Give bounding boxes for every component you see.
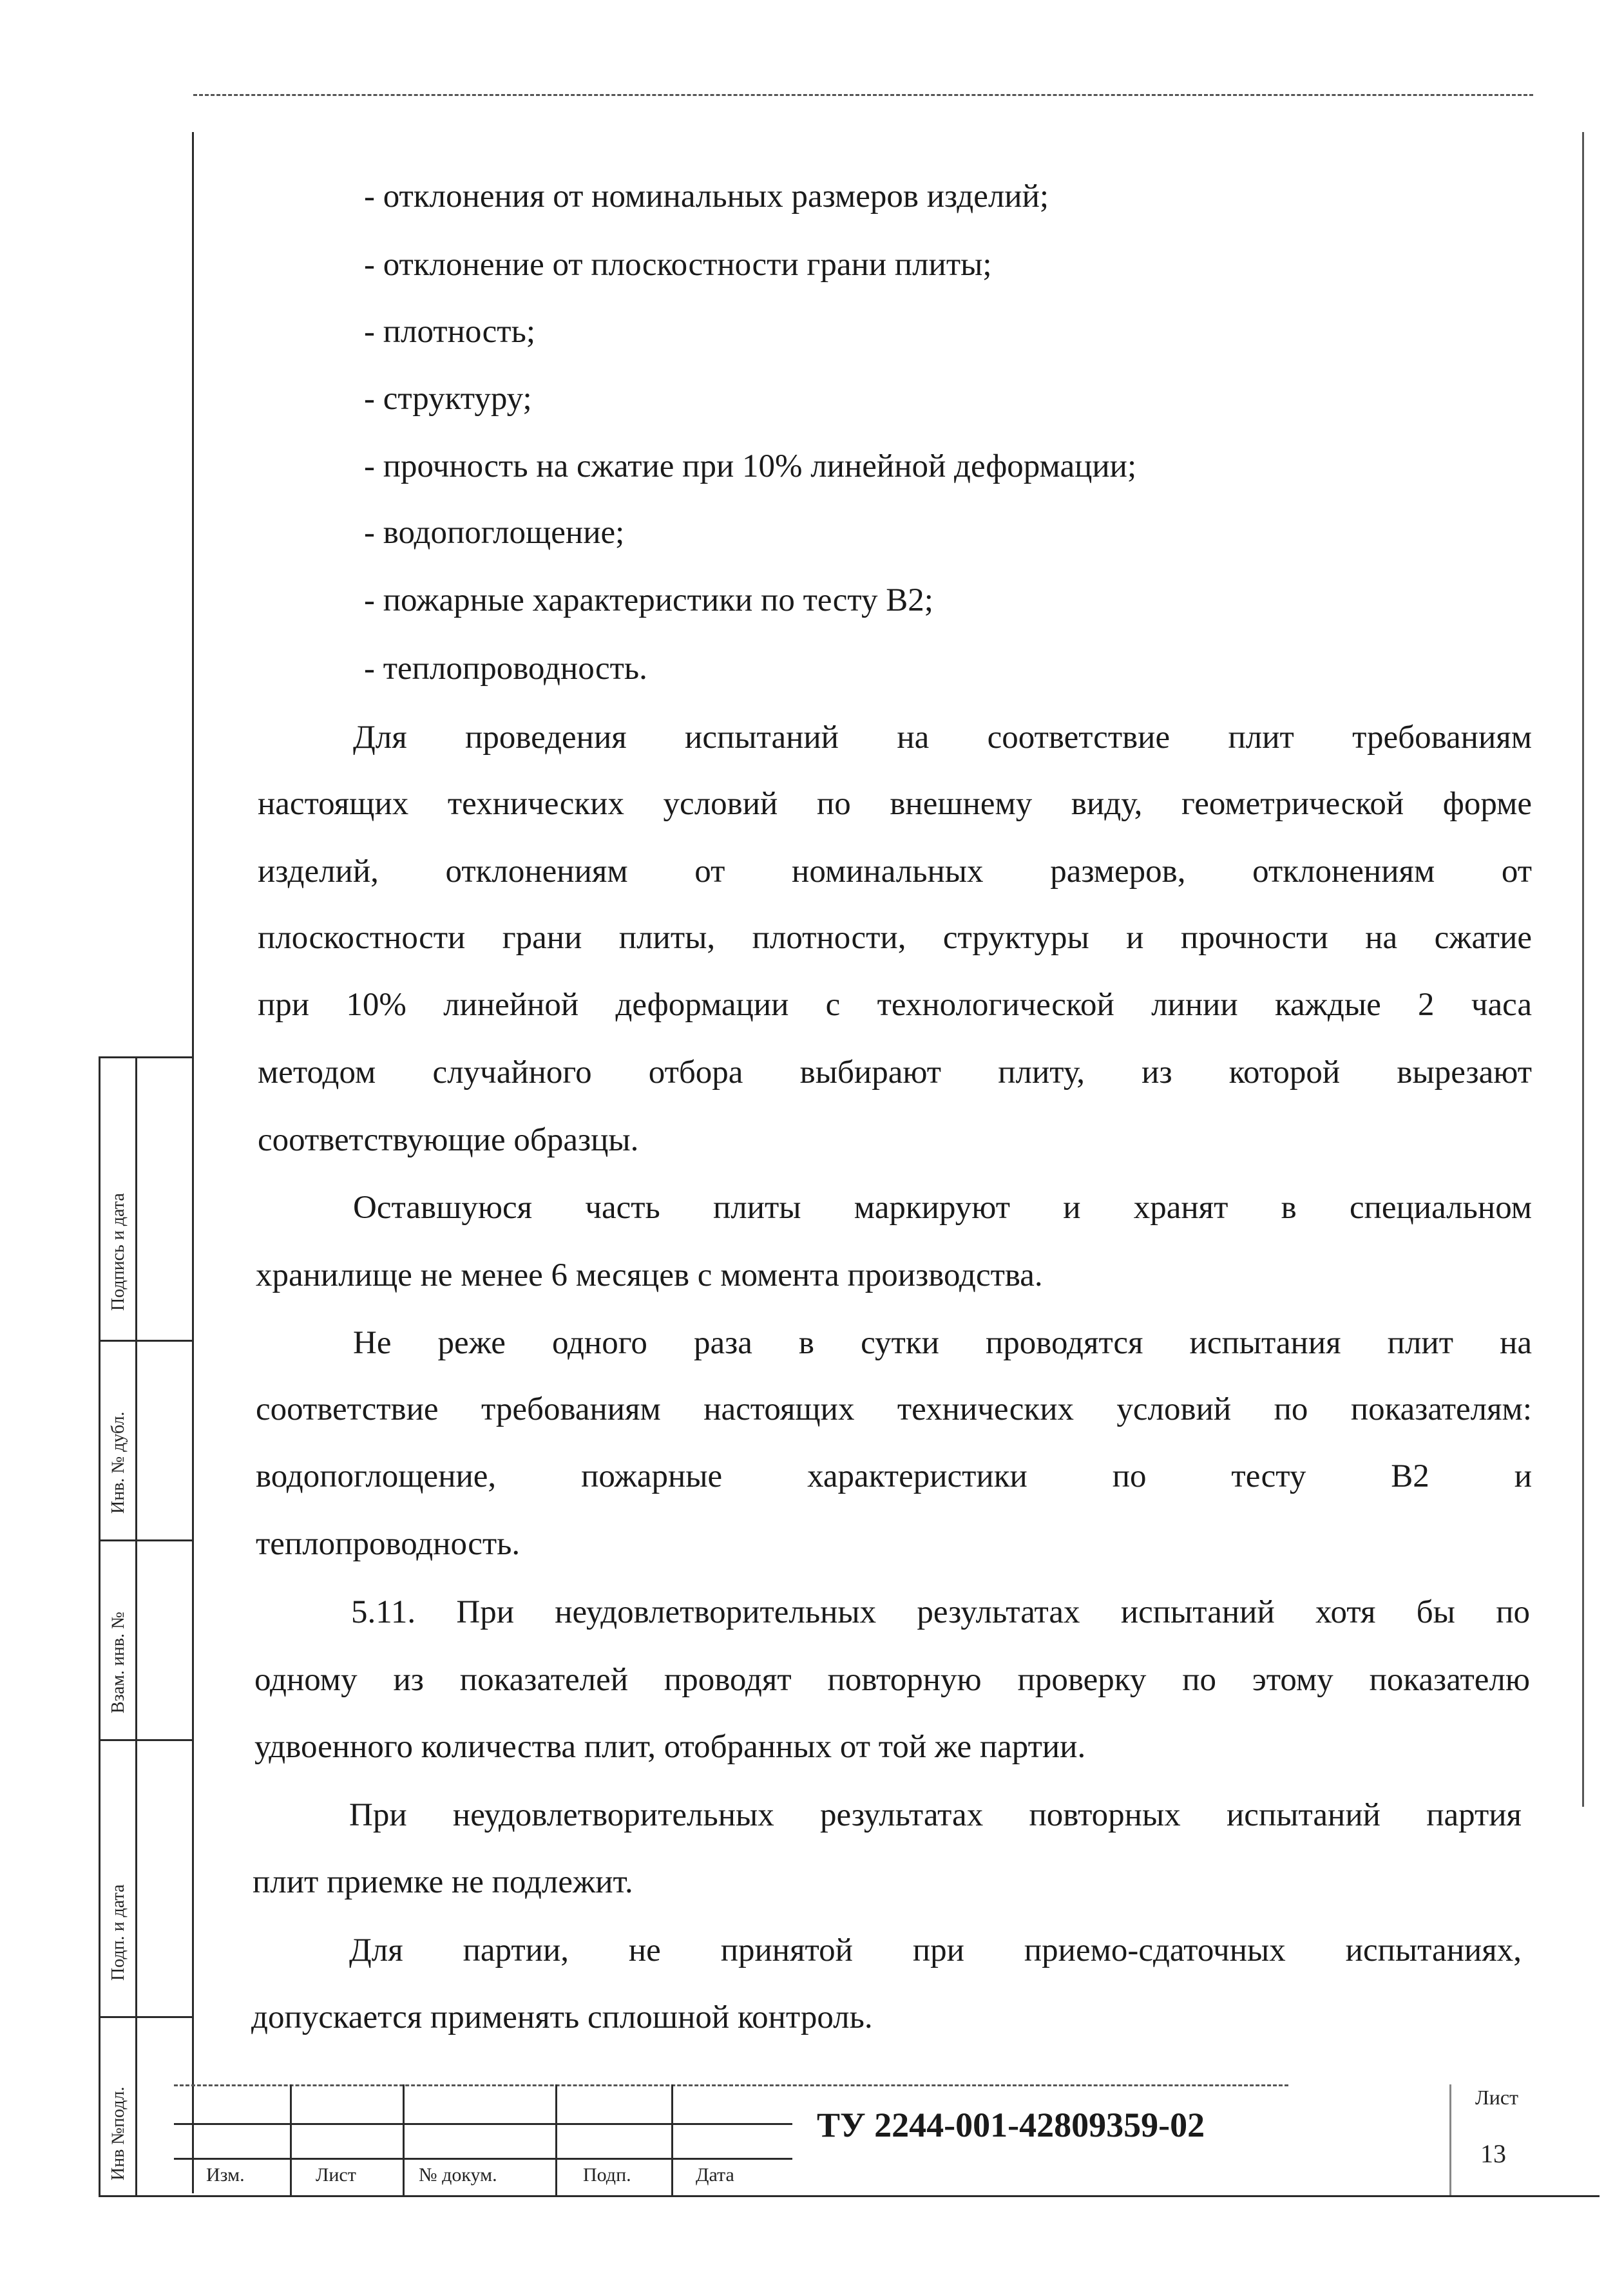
paragraph-line: одному из показателей проводят повторную проверку по этому показателю — [254, 1662, 1530, 1698]
list-item: - прочность на сжатие при 10% линейной деформации; — [364, 448, 1137, 484]
right-frame-line — [1582, 132, 1584, 1807]
list-item: - структуру; — [364, 381, 532, 417]
left-frame-line — [192, 132, 194, 2193]
list-item: - пожарные характеристики по тесту В2; — [364, 582, 933, 618]
list-item: - водопоглощение; — [364, 515, 625, 551]
paragraph-line: изделий, отклонениям от номинальных размеров, отклонениям от — [258, 853, 1532, 890]
stamp-vzam-inv: Взам. инв. № — [108, 1612, 128, 1713]
sheet-number: 13 — [1480, 2139, 1506, 2168]
top-dashed-line — [193, 94, 1533, 96]
sheet-label: Лист — [1475, 2086, 1519, 2109]
list-item: - отклонение от плоскостности грани плиты; — [364, 247, 992, 283]
paragraph-line: соответствующие образцы. — [258, 1122, 639, 1158]
paragraph-line: методом случайного отбора выбирают плиту, из которой вырезают — [258, 1054, 1532, 1091]
column-date: Дата — [696, 2164, 734, 2186]
paragraph-line: Не реже одного раза в сутки проводятся испытания плит на — [353, 1325, 1532, 1361]
stamp-inv-podl: Инв №подл. — [108, 2086, 128, 2180]
paragraph-line: соответствие требованиям настоящих технических условий по показателям: — [256, 1391, 1532, 1427]
paragraph-line: Для партии, не принятой при приемо-сдаточных испытаниях, — [349, 1932, 1522, 1968]
paragraph-line: Для проведения испытаний на соответствие плит требованиям — [353, 719, 1532, 756]
paragraph-line: плоскостности грани плиты, плотности, структуры и прочности на сжатие — [258, 920, 1532, 956]
paragraph-line: при 10% линейной деформации с технологической линии каждые 2 часа — [258, 987, 1532, 1023]
column-doc-num: № докум. — [419, 2164, 497, 2186]
column-list: Лист — [316, 2164, 356, 2186]
paragraph-line: водопоглощение, пожарные характеристики по тесту В2 и — [256, 1458, 1532, 1494]
list-item: - плотность; — [364, 314, 536, 350]
list-item: - теплопроводность. — [364, 651, 647, 687]
paragraph-line: теплопроводность. — [256, 1526, 521, 1562]
stamp-podp-date: Подп. и дата — [108, 1884, 128, 1981]
paragraph-line: удвоенного количества плит, отобранных от той же партии. — [254, 1729, 1086, 1765]
paragraph-line: хранилище не менее 6 месяцев с момента производства. — [256, 1257, 1043, 1293]
paragraph-line: плит приемке не подлежит. — [253, 1864, 633, 1900]
stamp-signature-date: Подпись и дата — [108, 1193, 128, 1311]
paragraph-line: Оставшуюся часть плиты маркируют и хранят в специальном — [353, 1190, 1532, 1226]
column-podp: Подп. — [583, 2164, 631, 2186]
document-code: ТУ 2244-001-42809359-02 — [817, 2106, 1205, 2144]
stamp-inv-dubl: Инв. № дубл. — [108, 1411, 128, 1514]
column-izm: Изм. — [206, 2164, 245, 2186]
paragraph-line: настоящих технических условий по внешнему виду, геометрической форме — [258, 786, 1532, 822]
paragraph-line: При неудовлетворительных результатах повторных испытаний партия — [349, 1797, 1522, 1833]
paragraph-line: допускается применять сплошной контроль. — [251, 1999, 873, 2035]
list-item: - отклонения от номинальных размеров изделий; — [364, 178, 1049, 214]
paragraph-line: 5.11. При неудовлетворительных результатах испытаний хотя бы по — [351, 1594, 1530, 1630]
